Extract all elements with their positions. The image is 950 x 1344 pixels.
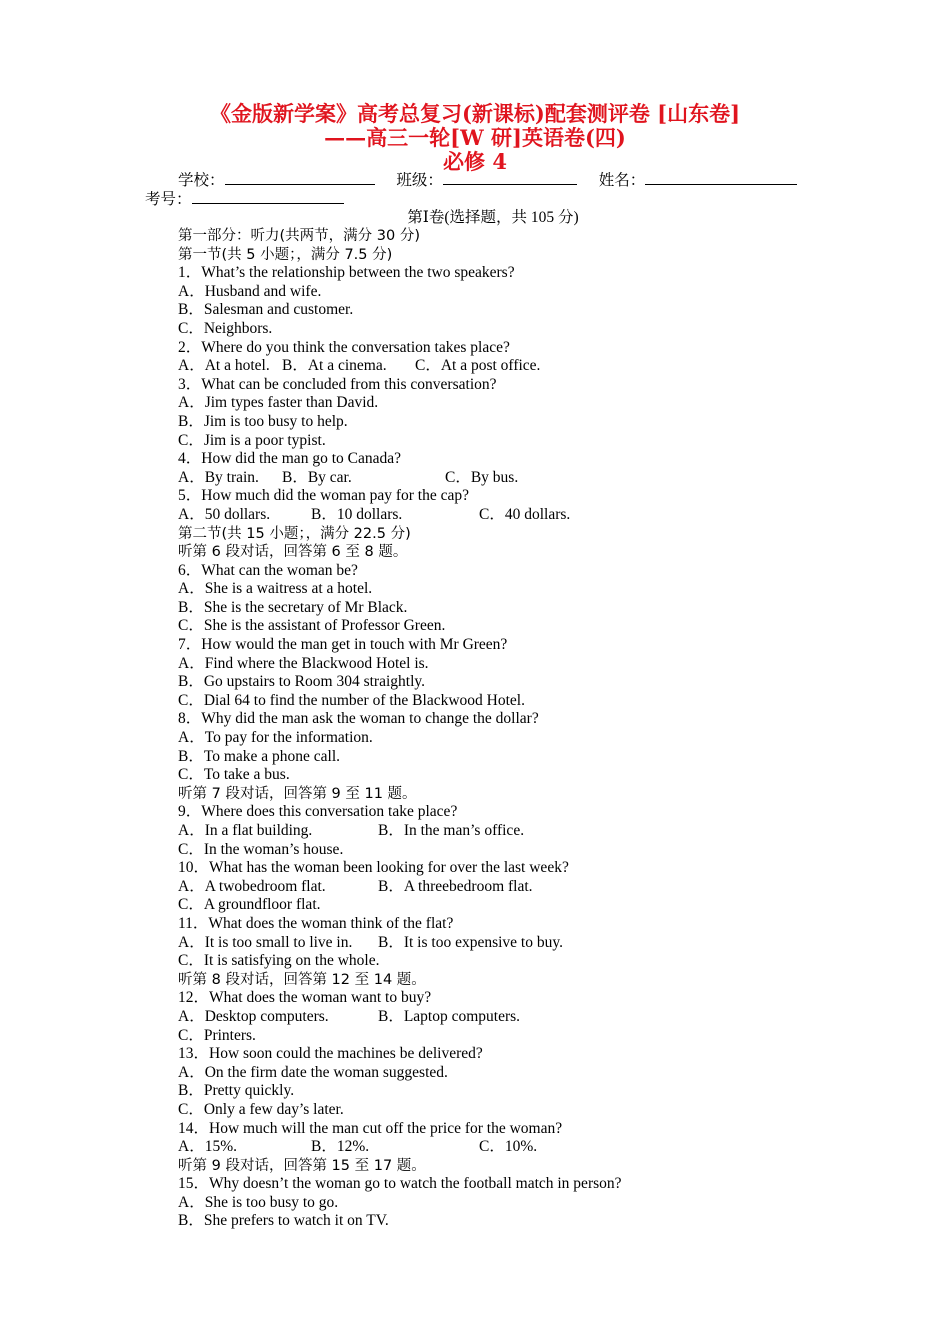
- question-line: B．She is the secretary of Mr Black.: [178, 598, 408, 616]
- answer-option: B．In the man’s office.: [378, 822, 525, 839]
- answer-option: A．In a flat building.: [178, 822, 313, 839]
- section-heading: 听第 6 段对话，回答第 6 至 8 题。: [178, 544, 408, 561]
- question-line: C．A groundfloor flat.: [178, 896, 321, 914]
- exam-number-blank: [192, 190, 344, 204]
- answer-option: B．By car.: [282, 468, 352, 486]
- question-line: B．Salesman and customer.: [178, 301, 354, 319]
- exam-number-row: [145, 190, 344, 209]
- question-line: C．Dial 64 to find the number of the Blackwood Hotel.: [178, 691, 525, 709]
- answer-option: B．It is too expensive to buy.: [378, 933, 563, 951]
- option-row: [178, 1138, 878, 1157]
- answer-option: B．12%.: [311, 1138, 370, 1156]
- question-list: [178, 227, 878, 1231]
- question-line: A．She is a waitress at a hotel.: [178, 580, 373, 598]
- exam-title-line3: 必修 4: [443, 149, 507, 174]
- question-line: 2．Where do you think the conversation takes place?: [178, 338, 510, 356]
- question-line: C．Only a few day’s later.: [178, 1100, 344, 1118]
- option-row: [178, 878, 878, 897]
- option-row: [178, 1008, 878, 1027]
- option-row: [178, 469, 878, 488]
- section-heading: 听第 8 段对话，回答第 12 至 14 题。: [178, 971, 426, 988]
- option-row: [178, 934, 878, 953]
- exam-title-line1: 《金版新学案》高考总复习(新课标)配套测评卷 [山东卷]: [209, 101, 741, 126]
- question-line: A．Jim types faster than David.: [178, 394, 379, 412]
- question-line: 9．Where does this conversation take place?: [178, 803, 458, 821]
- answer-option: A．It is too small to live in.: [178, 933, 353, 951]
- question-line: 14．How much will the man cut off the price for the woman?: [178, 1119, 563, 1137]
- answer-option: A．15%.: [178, 1138, 237, 1156]
- answer-option: A．A twobedroom flat.: [178, 877, 326, 895]
- question-line: C．Printers.: [178, 1026, 256, 1044]
- class-blank: [443, 171, 577, 185]
- question-line: 12．What does the woman want to buy?: [178, 989, 432, 1007]
- question-line: C．It is satisfying on the whole.: [178, 952, 380, 970]
- question-line: B．Go upstairs to Room 304 straightly.: [178, 673, 425, 691]
- exam-title-line2: ——高三一轮[W 研]英语卷(四): [324, 125, 626, 150]
- section-heading: 第一部分：听力(共两节，满分 30 分): [178, 228, 420, 244]
- answer-option: C．At a post office.: [415, 357, 541, 375]
- question-line: 1．What’s the relationship between the two speakers?: [178, 264, 515, 282]
- question-line: 8．Why did the man ask the woman to change the dollar?: [178, 710, 539, 728]
- question-line: 11．What does the woman think of the flat?: [178, 914, 454, 932]
- school-label: 学校：: [178, 172, 225, 189]
- question-line: 4．How did the man go to Canada?: [178, 450, 401, 468]
- option-row: [178, 506, 878, 525]
- answer-option: B．At a cinema.: [282, 357, 387, 375]
- question-line: A．Husband and wife.: [178, 282, 322, 300]
- question-line: B．Jim is too busy to help.: [178, 412, 348, 430]
- school-blank: [225, 171, 375, 185]
- question-line: 3．What can be concluded from this conversation?: [178, 375, 497, 393]
- question-line: A．To pay for the information.: [178, 729, 373, 747]
- answer-option: B．Laptop computers.: [378, 1007, 521, 1025]
- answer-option: A．Desktop computers.: [178, 1007, 329, 1025]
- question-line: A．Find where the Blackwood Hotel is.: [178, 654, 429, 672]
- section-heading: 听第 7 段对话，回答第 9 至 11 题。: [178, 785, 417, 802]
- answer-option: C．40 dollars.: [479, 505, 571, 523]
- question-line: B．To make a phone call.: [178, 747, 341, 765]
- answer-option: B．10 dollars.: [311, 505, 403, 523]
- name-label: 姓名：: [598, 172, 646, 189]
- answer-option: C．By bus.: [445, 468, 519, 486]
- question-line: 5．How much did the woman pay for the cap?: [178, 487, 469, 505]
- question-line: 13．How soon could the machines be delivered?: [178, 1045, 483, 1063]
- answer-option: A．By train.: [178, 468, 259, 486]
- name-blank: [645, 171, 797, 185]
- volume-title: 第Ⅰ卷(选择题，共 105 分): [407, 209, 579, 226]
- question-line: 15．Why doesn’t the woman go to watch the football match in person?: [178, 1175, 622, 1193]
- question-line: A．On the firm date the woman suggested.: [178, 1063, 448, 1081]
- question-line: 6．What can the woman be?: [178, 561, 358, 579]
- answer-option: A．50 dollars.: [178, 505, 271, 523]
- section-heading: 听第 9 段对话，回答第 15 至 17 题。: [178, 1157, 426, 1174]
- question-line: C．In the woman’s house.: [178, 840, 344, 858]
- answer-option: B．A threebedroom flat.: [378, 877, 533, 895]
- answer-option: A．At a hotel.: [178, 357, 270, 375]
- section-heading: 第一节(共 5 小题；，满分 7.5 分): [178, 246, 393, 263]
- question-line: C．Neighbors.: [178, 319, 273, 337]
- section-heading: 第二节(共 15 小题；，满分 22.5 分): [178, 525, 411, 542]
- question-line: A．She is too busy to go.: [178, 1193, 339, 1211]
- question-line: C．She is the assistant of Professor Green.: [178, 617, 446, 635]
- question-line: 10．What has the woman been looking for over the last week?: [178, 859, 569, 877]
- question-line: B．Pretty quickly.: [178, 1082, 295, 1100]
- question-line: C．To take a bus.: [178, 766, 290, 784]
- option-row: [178, 822, 878, 841]
- exam-number-label: 考号：: [145, 191, 192, 208]
- question-line: B．She prefers to watch it on TV.: [178, 1212, 389, 1230]
- question-line: C．Jim is a poor typist.: [178, 431, 326, 449]
- option-row: [178, 357, 878, 376]
- student-info-row: [178, 171, 797, 190]
- answer-option: C．10%.: [479, 1138, 538, 1156]
- question-line: 7．How would the man get in touch with Mr Green?: [178, 636, 508, 654]
- class-label: 班级：: [396, 172, 443, 189]
